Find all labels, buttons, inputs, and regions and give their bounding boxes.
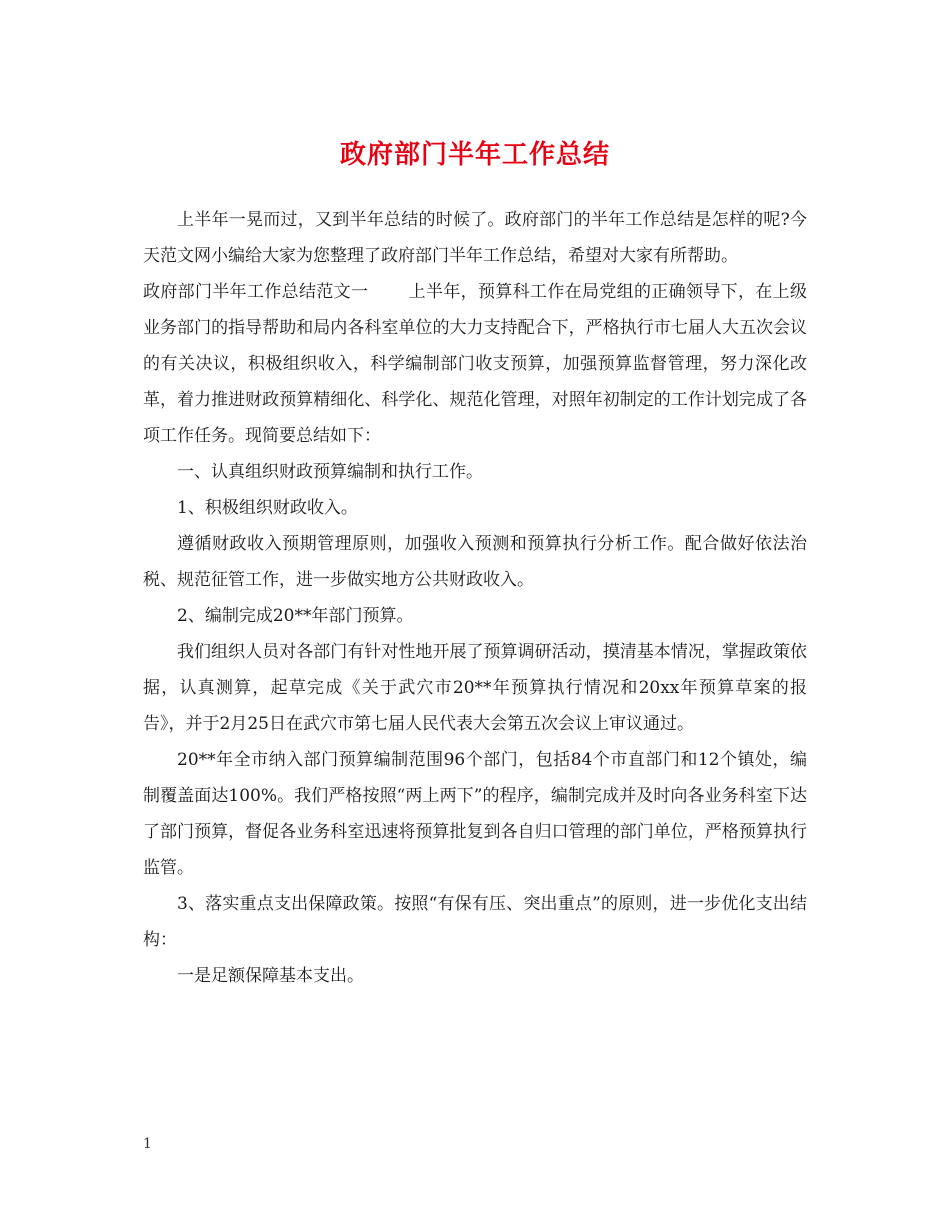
heading-paragraph: 一、认真组织财政预算编制和执行工作。 — [177, 462, 483, 482]
body-paragraph: 我们组织人员对各部门有针对性地开展了预算调研活动，摸清基本情况，掌握政策依据，认真测算，起草完成《关于武穴市20**年预算执行情况和20xx年预算草案的报告》，并于2月25日在武穴市第七届人民代表大会第五次会议上审议通过。 — [143, 642, 807, 734]
subheading-paragraph: 2、编制完成20**年部门预算。 — [177, 606, 414, 626]
body-paragraph: 遵循财政收入预期管理原则，加强收入预测和预算执行分析工作。配合做好依法治税、规范征管工作，进一步做实地方公共财政收入。 — [143, 534, 807, 590]
subheading-paragraph: 1、积极组织财政收入。 — [177, 498, 358, 518]
page-number: 1 — [143, 1136, 152, 1152]
body-paragraph: 一是足额保障基本支出。 — [177, 966, 364, 986]
intro-paragraph: 上半年一晃而过，又到半年总结的时候了。政府部门的半年工作总结是怎样的呢?今天范文网小编给大家为您整理了政府部门半年工作总结，希望对大家有所帮助。 — [143, 210, 807, 266]
section-label: 政府部门半年工作总结范文一 — [143, 282, 369, 302]
document-title: 政府部门半年工作总结 — [339, 140, 610, 170]
body-paragraph: 20**年全市纳入部门预算编制范围96个部门，包括84个市直部门和12个镇处，编制覆盖面达100%。我们严格按照“两上两下”的程序，编制完成并及时向各业务科室下达了部门预算，督促各业务科室迅速将预算批复到各自归口管理的部门单位，严格预算执行监管。 — [143, 750, 807, 878]
body-paragraph: 3、落实重点支出保障政策。按照“有保有压、突出重点”的原则，进一步优化支出结构： — [143, 894, 807, 950]
document-body — [143, 202, 807, 994]
section-paragraph — [143, 274, 807, 454]
section-text: 上半年，预算科工作在局党组的正确领导下，在上级业务部门的指导帮助和局内各科室单位的大力支持配合下，严格执行市七届人大五次会议的有关决议，积极组织收入，科学编制部门收支预算，加强预算监督管理，努力深化改革，着力推进财政预算精细化、科学化、规范化管理，对照年初制定的工作计划完成了各项工作任务。现简要总结如下： — [143, 282, 808, 446]
